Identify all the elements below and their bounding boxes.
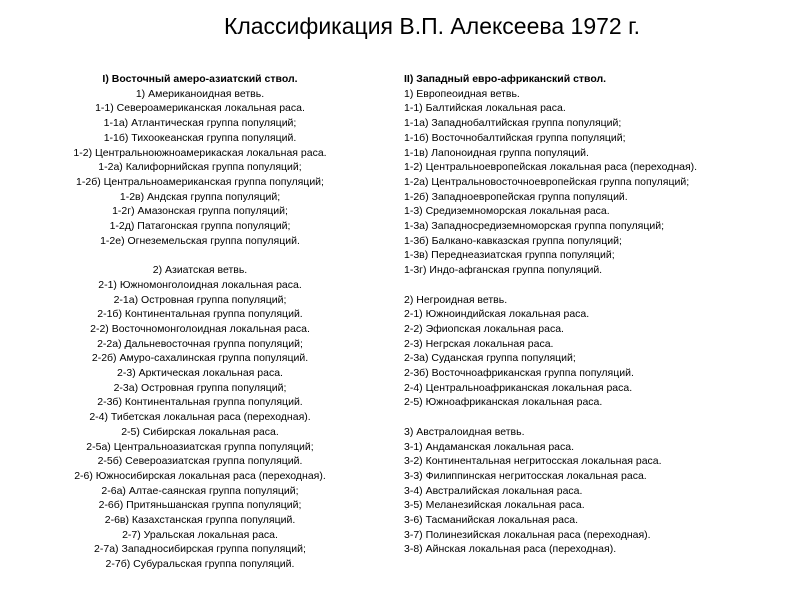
classification-line: 2-3а) Островная группа популяций; bbox=[113, 381, 287, 394]
classification-line: 1-2в) Андская группа популяций; bbox=[119, 190, 281, 203]
classification-line: 1-3б) Балкано-кавказская группа популяций; bbox=[404, 234, 622, 247]
classification-line: 3-7) Полинезийская локальная раса (переходная). bbox=[404, 528, 651, 541]
classification-line: 1-3в) Переднеазиатская группа популяций; bbox=[404, 249, 615, 262]
classification-line: 1-1в) Лапоноидная группа популяций. bbox=[404, 146, 589, 159]
classification-line: 1-1б) Восточнобалтийская группа популяций; bbox=[404, 131, 626, 144]
classification-line: 2-7а) Западносибирская группа популяций; bbox=[94, 543, 306, 556]
branch-title: 1) Европеоидная ветвь. bbox=[404, 87, 520, 100]
branch-title: 2) Негроидная ветвь. bbox=[404, 293, 508, 306]
classification-line: 1-2) Центральноевропейская локальная раса (переходная). bbox=[404, 161, 698, 174]
branch-title: 2) Азиатская ветвь. bbox=[152, 264, 248, 277]
classification-line: 3-4) Австралийская локальная раса. bbox=[404, 484, 583, 497]
classification-line: 2-5) Сибирская локальная раса. bbox=[121, 425, 279, 438]
group-spacer bbox=[40, 248, 360, 263]
classification-line: 3-5) Меланезийская локальная раса. bbox=[404, 499, 585, 512]
right-column-heading: II) Западный евро-африканский ствол. bbox=[404, 73, 607, 85]
classification-line: 1-1а) Атлантическая группа популяций; bbox=[103, 117, 297, 130]
classification-line: 2-4) Центральноафриканская локальная раса. bbox=[404, 381, 633, 394]
classification-line: 1-2е) Огнеземельская группа популяций. bbox=[100, 234, 300, 247]
page-title: Классификация В.П. Алексеева 1972 г. bbox=[223, 13, 641, 39]
branch-title: 3) Австралоидная ветвь. bbox=[404, 425, 525, 438]
classification-line: 1-2б) Западноевропейская группа популяций. bbox=[404, 190, 628, 203]
classification-line: 3-3) Филиппинская негритосская локальная раса. bbox=[404, 469, 647, 482]
classification-line: 2-5) Южноафриканская локальная раса. bbox=[404, 396, 603, 409]
classification-line: 2-1б) Континентальная группа популяций. bbox=[97, 308, 303, 321]
classification-line: 1-2) Центральноюжноамерикаская локальная раса. bbox=[73, 146, 327, 159]
classification-line: 2-1а) Островная группа популяций; bbox=[113, 293, 287, 306]
classification-line: 1-1а) Западнобалтийская группа популяций; bbox=[404, 117, 622, 130]
classification-line: 1-2а) Центральновосточноевропейская группа популяций; bbox=[404, 175, 690, 188]
classification-line: 1-2г) Амазонская группа популяций; bbox=[112, 205, 288, 218]
classification-line: 2-3) Негрская локальная раса. bbox=[404, 337, 554, 350]
classification-line: 2-4) Тибетская локальная раса (переходная). bbox=[89, 411, 311, 424]
classification-line: 1-1) Североамериканская локальная раса. bbox=[95, 102, 305, 115]
group-spacer bbox=[404, 410, 784, 425]
classification-line: 2-1) Южноиндийская локальная раса. bbox=[404, 308, 590, 321]
classification-line: 2-2) Восточномонголоидная локальная раса. bbox=[90, 322, 310, 335]
classification-line: 2-6а) Алтае-саянская группа популяций; bbox=[101, 484, 299, 497]
classification-line: 2-2) Эфиопская локальная раса. bbox=[404, 322, 564, 335]
classification-line: 1-2д) Патагонская группа популяций; bbox=[109, 220, 291, 233]
classification-line: 3-6) Тасманийская локальная раса. bbox=[404, 514, 578, 527]
classification-line: 1-1б) Тихоокеанская группа популяций. bbox=[103, 131, 297, 144]
classification-line: 1-2б) Центральноамериканская группа популяций; bbox=[76, 175, 324, 188]
classification-line: 2-1) Южномонголоидная локальная раса. bbox=[98, 278, 302, 291]
classification-line: 1-3г) Индо-афганская группа популяций. bbox=[404, 264, 603, 277]
classification-line: 2-2б) Амуро-сахалинская группа популяций. bbox=[91, 352, 309, 365]
classification-line: 2-6) Южносибирская локальная раса (переходная). bbox=[74, 469, 326, 482]
classification-line: 2-5а) Центральноазиатская группа популяций; bbox=[86, 440, 314, 453]
classification-line: 2-3) Арктическая локальная раса. bbox=[117, 367, 283, 380]
classification-line: 2-3а) Суданская группа популяций; bbox=[404, 352, 576, 365]
classification-line: 3-2) Континентальная негритосская локальная раса. bbox=[404, 455, 662, 468]
left-column-groups bbox=[40, 87, 360, 572]
classification-line: 2-2а) Дальневосточная группа популяций; bbox=[97, 337, 303, 350]
group-spacer bbox=[404, 278, 784, 293]
branch-title: 1) Американоидная ветвь. bbox=[135, 87, 265, 100]
classification-line: 3-1) Андаманская локальная раса. bbox=[404, 440, 575, 453]
classification-line: 1-3а) Западносредиземноморская группа популяций; bbox=[404, 220, 665, 233]
classification-line: 2-6в) Казахстанская группа популяций. bbox=[104, 514, 296, 527]
classification-line: 2-7) Уральская локальная раса. bbox=[122, 528, 278, 541]
classification-line: 2-3б) Континентальная группа популяций. bbox=[97, 396, 303, 409]
classification-line: 1-1) Балтийская локальная раса. bbox=[404, 102, 566, 115]
classification-line: 3-8) Айнская локальная раса (переходная). bbox=[404, 543, 617, 556]
right-column-groups bbox=[404, 87, 784, 557]
classification-line: 2-7б) Субуральская группа популяций. bbox=[105, 558, 295, 571]
classification-line: 1-3) Средиземноморская локальная раса. bbox=[404, 205, 610, 218]
classification-line: 2-5б) Североазиатская группа популяций. bbox=[97, 455, 303, 468]
right-column bbox=[404, 72, 784, 557]
left-column bbox=[40, 72, 360, 572]
classification-line: 2-3б) Восточноафриканская группа популяций. bbox=[404, 367, 634, 380]
classification-line: 2-6б) Притяньшанская группа популяций; bbox=[98, 499, 302, 512]
left-column-heading: I) Восточный амеро-азиатский ствол. bbox=[102, 73, 298, 85]
classification-line: 1-2а) Калифорнийская группа популяций; bbox=[98, 161, 302, 174]
